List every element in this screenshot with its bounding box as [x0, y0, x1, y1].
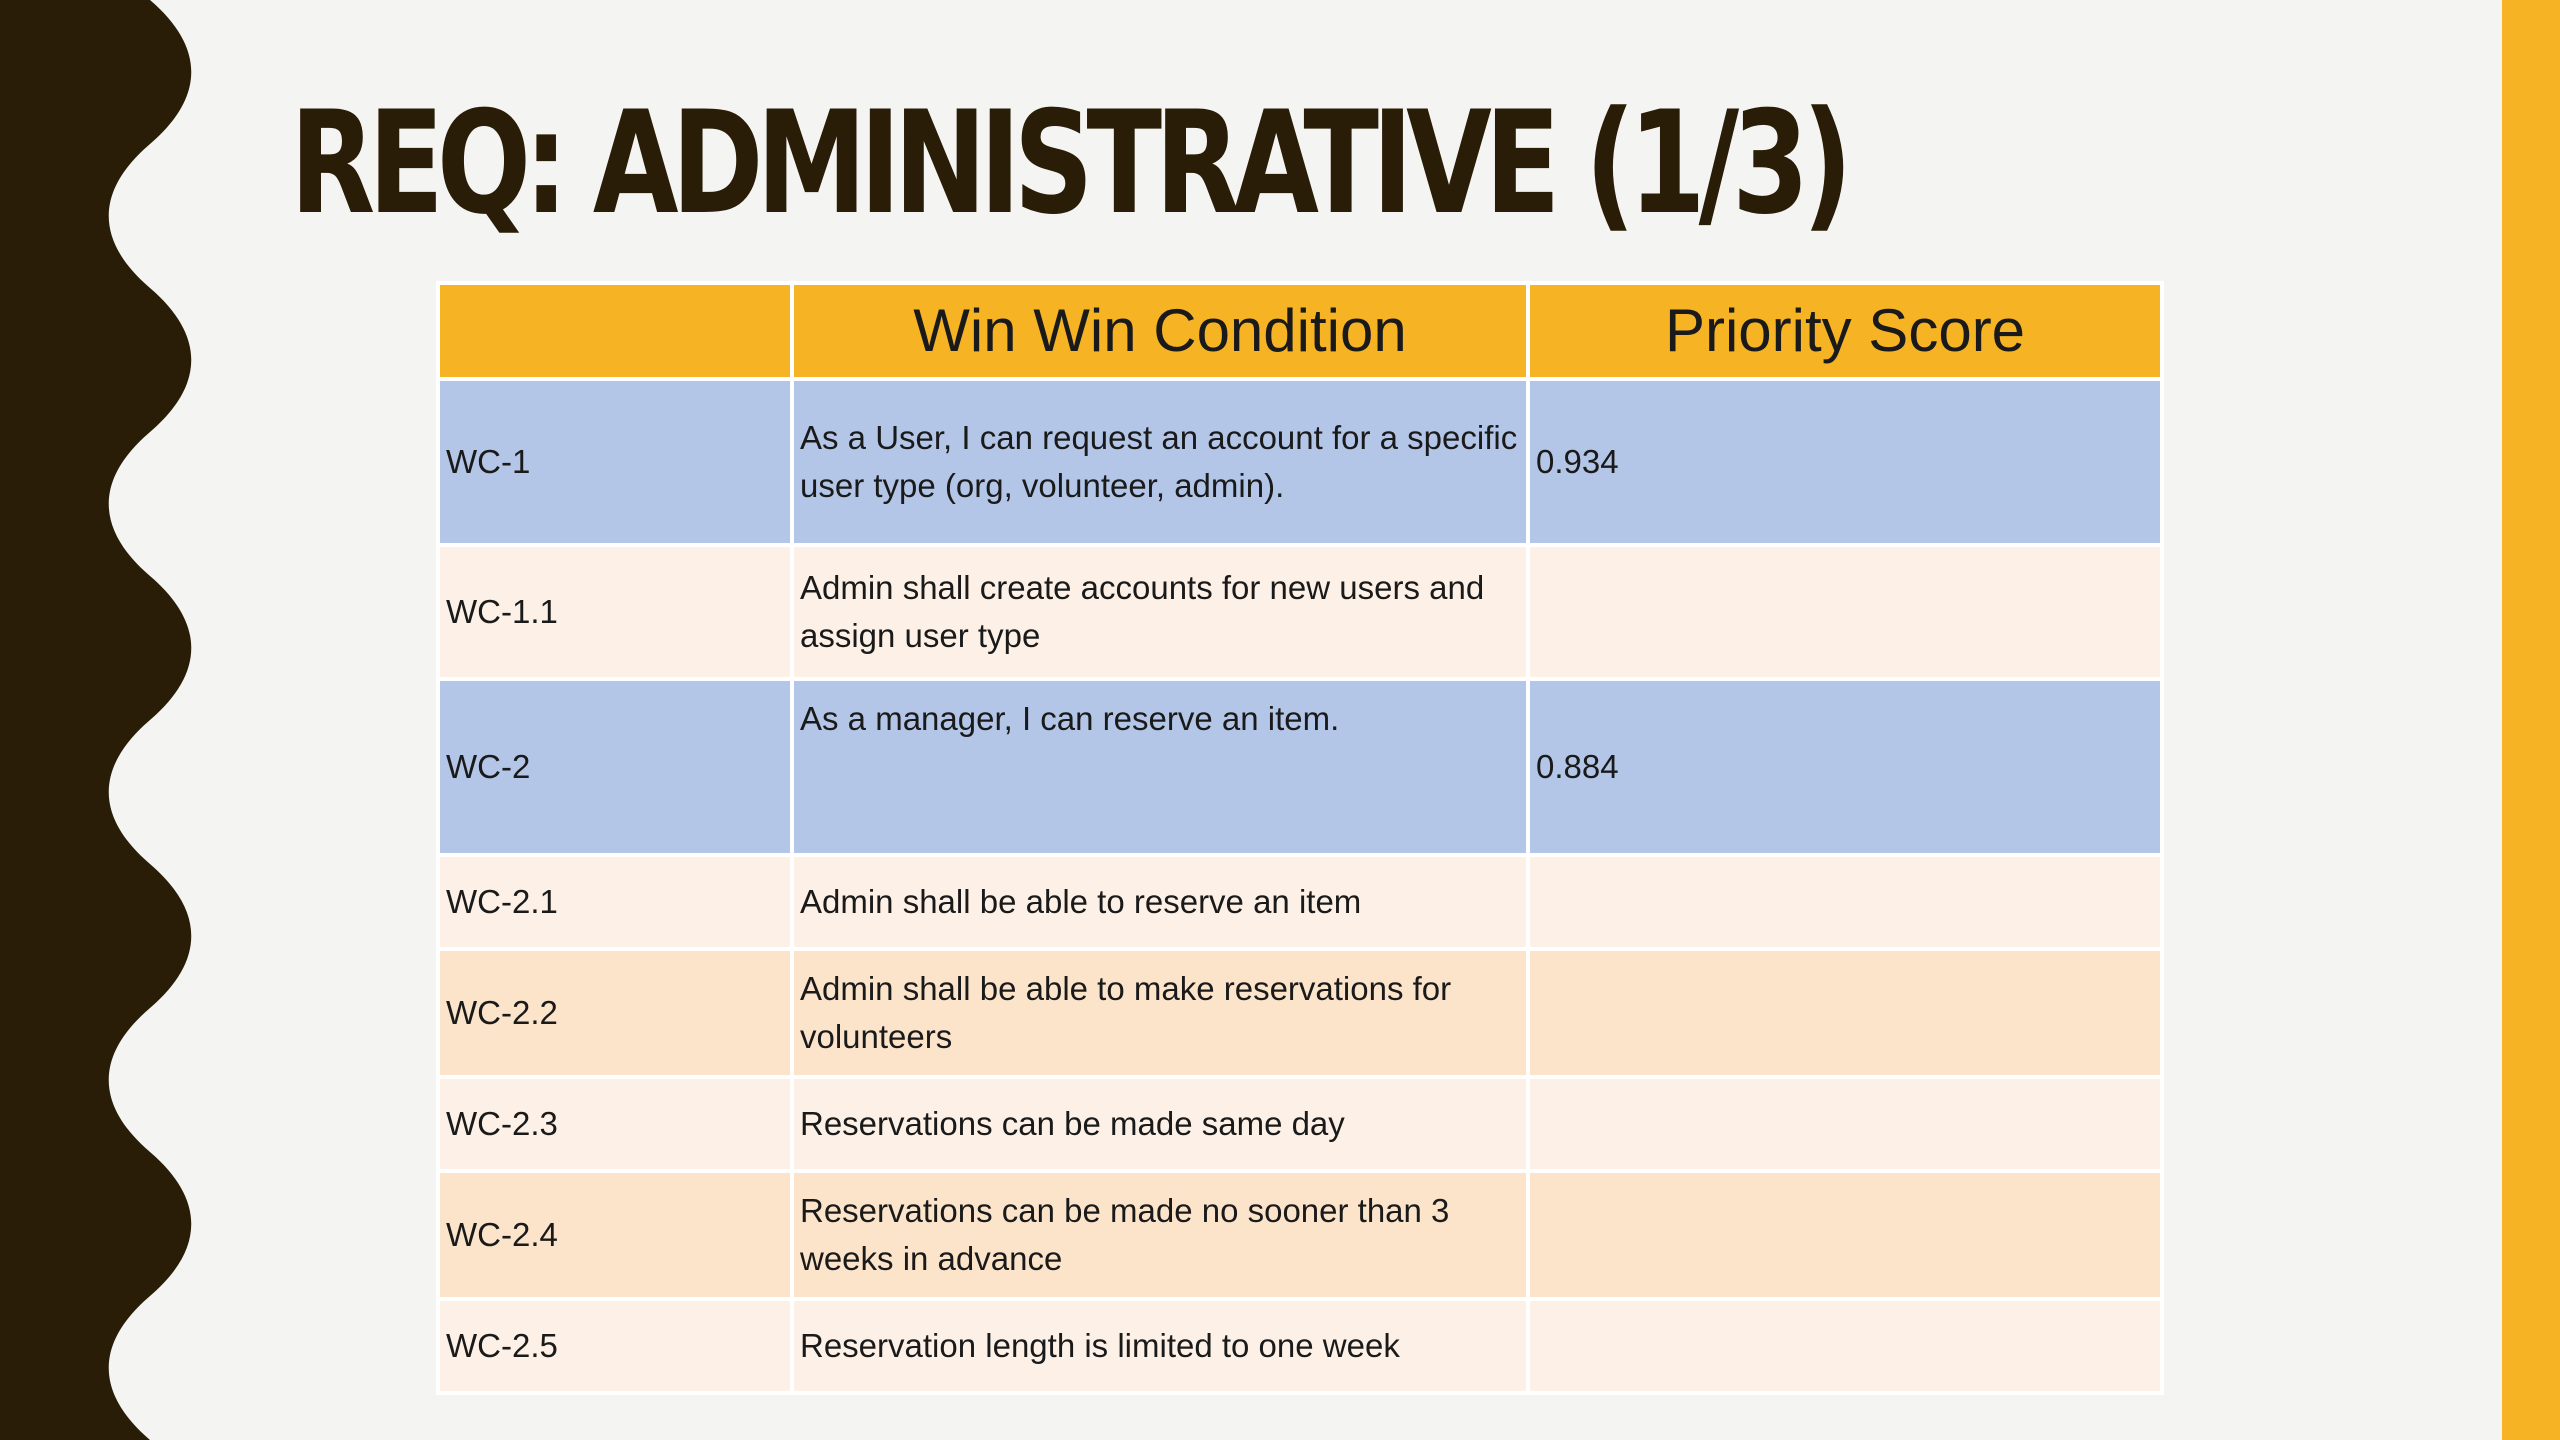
- row-condition: Reservations can be made no sooner than 3 weeks in advance: [792, 1171, 1528, 1299]
- table-row: [438, 379, 2162, 545]
- table-row: [438, 1299, 2162, 1393]
- header-id: [438, 283, 792, 379]
- row-condition: Reservation length is limited to one week: [792, 1299, 1528, 1393]
- row-condition: Reservations can be made same day: [792, 1077, 1528, 1171]
- header-priority-score: Priority Score: [1528, 283, 2162, 379]
- row-id: WC-2: [438, 679, 792, 855]
- table-row: [438, 855, 2162, 949]
- row-score: [1528, 949, 2162, 1077]
- table-row: [438, 1077, 2162, 1171]
- row-score: [1528, 1077, 2162, 1171]
- row-score: [1528, 1171, 2162, 1299]
- table-row: [438, 949, 2162, 1077]
- row-condition: Admin shall create accounts for new users and assign user type: [792, 545, 1528, 679]
- row-id: WC-2.1: [438, 855, 792, 949]
- row-id: WC-2.4: [438, 1171, 792, 1299]
- table-row: [438, 545, 2162, 679]
- row-condition: Admin shall be able to make reservations for volunteers: [792, 949, 1528, 1077]
- table-row: [438, 1171, 2162, 1299]
- row-condition: Admin shall be able to reserve an item: [792, 855, 1528, 949]
- table-row: [438, 679, 2162, 855]
- row-id: WC-2.2: [438, 949, 792, 1077]
- header-win-win-condition: Win Win Condition: [792, 283, 1528, 379]
- row-score: [1528, 545, 2162, 679]
- row-score: [1528, 1299, 2162, 1393]
- slide-title: REQ: ADMINISTRATIVE (1/3): [290, 81, 1846, 246]
- row-condition: As a manager, I can reserve an item.: [792, 679, 1528, 855]
- row-condition: As a User, I can request an account for a specific user type (org, volunteer, admin).: [792, 379, 1528, 545]
- row-id: WC-2.3: [438, 1077, 792, 1171]
- requirements-table: [436, 281, 2164, 1395]
- row-score: 0.884: [1528, 679, 2162, 855]
- row-id: WC-1: [438, 379, 792, 545]
- row-score: [1528, 855, 2162, 949]
- row-id: WC-2.5: [438, 1299, 792, 1393]
- left-wave-border: [0, 0, 200, 1440]
- row-score: 0.934: [1528, 379, 2162, 545]
- table-header-row: [438, 283, 2162, 379]
- right-accent-stripe: [2502, 0, 2560, 1440]
- row-id: WC-1.1: [438, 545, 792, 679]
